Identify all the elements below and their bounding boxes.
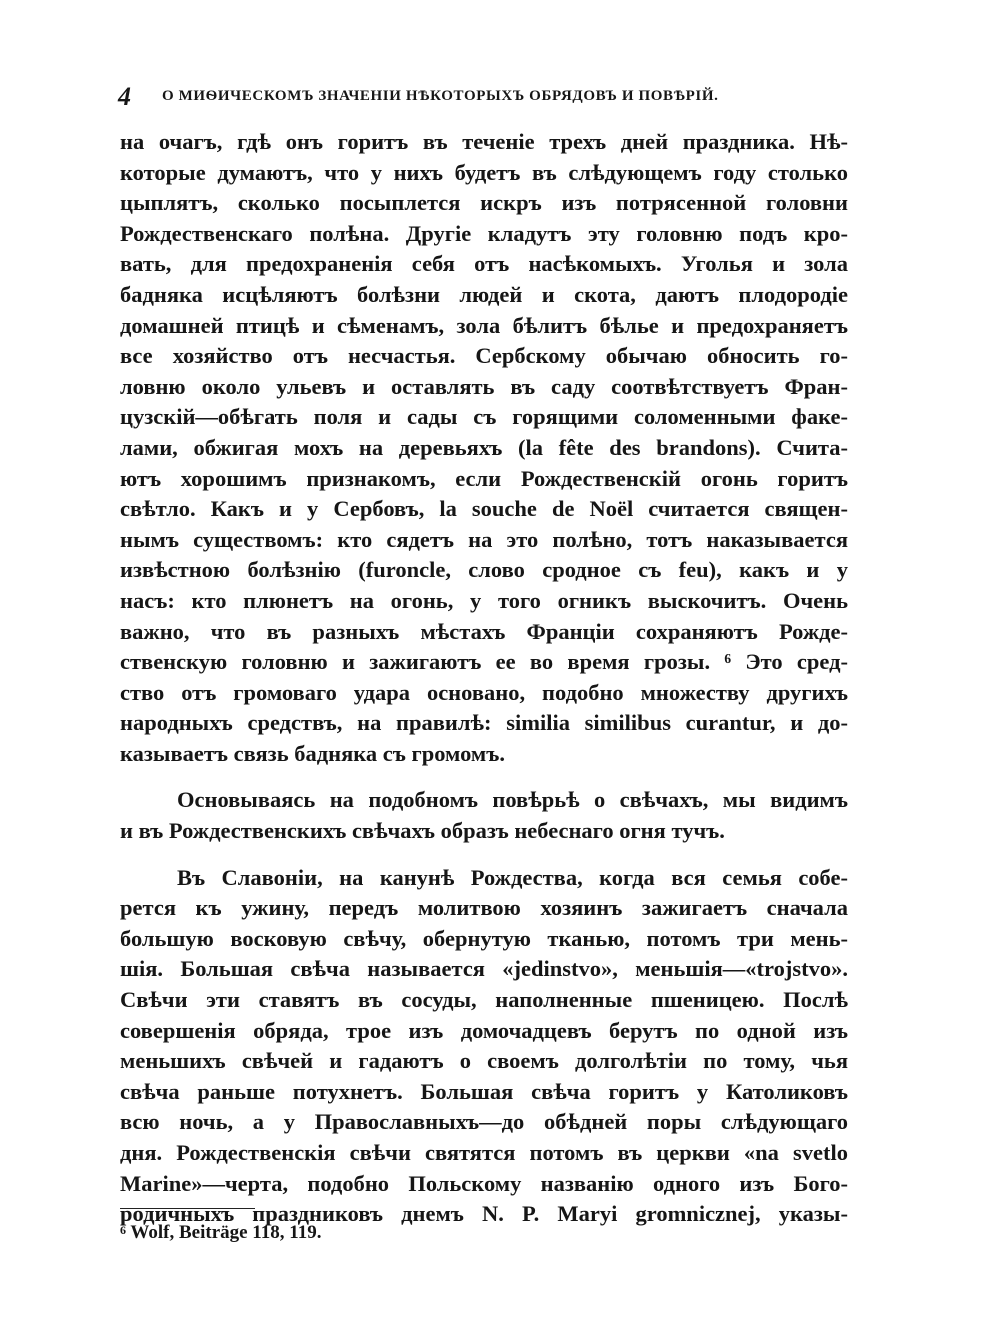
text-line: рется къ ужину, передъ молитвою хозяинъ зажигаетъ сначала [120,895,848,921]
text-line: извѣстною болѣзнію (furoncle, слово сродное съ feu), какъ и у [120,557,848,583]
text-line: дня. Рождественскія свѣчи святятся потомъ въ церкви «na svetlo [120,1140,848,1165]
footnote [120,1222,321,1244]
text-line: которые думаютъ, что у нихъ будетъ въ слѣдующемъ году столько [120,159,848,185]
text-line: на очагъ, гдѣ онъ горитъ въ теченіе трехъ дней праздника. Нѣ- [120,129,848,154]
text-line: важно, что въ разныхъ мѣстахъ Франціи сохраняютъ Рожде- [120,618,848,644]
text-line: свѣтло. Какъ и у Сербовъ, la souche de Noël считается священ- [120,496,848,522]
text-line: домашней птицѣ и сѣменамъ, зола бѣлитъ бѣлье и предохраняетъ [120,312,848,338]
text-line: лами, обжигая мохъ на деревьяхъ (la fête des brandons). Счита- [120,434,848,460]
footnote-divider [120,1208,255,1209]
body-text [120,127,848,1230]
text-line: Въ Славоніи, на канунѣ Рождества, когда вся семья собе- [177,864,848,890]
text-line: меньшихъ свѣчей и гадаютъ о своемъ долголѣтіи по тому, чья [120,1048,848,1074]
text-line: казываетъ связь бадняка съ громомъ. [120,740,505,766]
text-line: Свѣчи эти ставятъ въ сосуды, наполненные пшеницею. Послѣ [120,987,848,1013]
paragraph-2 [120,785,848,846]
text-line: бадняка исцѣляютъ болѣзни людей и скота, даютъ плодородіе [120,281,848,307]
text-line: цузскій—обѣгать поля и сады съ горящими соломенными факе- [120,404,848,430]
running-header [118,82,848,112]
text-line: нымъ существомъ: кто сядетъ на это полѣно, тотъ наказывается [120,526,848,552]
text-line: и въ Рождественскихъ свѣчахъ образъ небеснаго огня тучъ. [120,818,725,844]
paragraph-3 [120,863,848,1230]
text-line: ютъ хорошимъ признакомъ, если Рождественскій огонь горитъ [120,465,848,491]
page-number: 4 [118,82,132,111]
running-title: О МИѲИЧЕСКОМЪ ЗНАЧЕНІИ НѢКОТОРЫХЪ ОБРЯДОВЪ И ПОВѢРІЙ. [162,88,719,104]
paragraph-gap [120,769,848,785]
paragraph-gap [120,847,848,863]
text-line: всю ночь, а у Православныхъ—до обѣдней поры слѣдующаго [120,1109,848,1135]
text-line: шія. Большая свѣча называется «jedinstvo», меньшія—«trojstvo». [120,956,848,982]
text-line: родичныхъ праздниковъ днемъ N. P. Maryi gromnicznej, указы- [120,1201,848,1227]
text-line: свѣча раньше потухнетъ. Большая свѣча горитъ у Католиковъ [120,1078,848,1104]
text-line: совершенія обряда, трое изъ домочадцевъ берутъ по одной изъ [120,1017,848,1043]
paragraph-1 [120,127,848,769]
text-line: все хозяйство отъ несчастья. Сербскому обычаю обносить го- [120,343,848,369]
text-line: Marine»—черта, подобно Польскому названію одного изъ Бого- [120,1170,848,1196]
text-line: Основываясь на подобномъ повѣрьѣ о свѣчахъ, мы видимъ [177,787,848,813]
footnote-text: Wolf, Beiträge 118, 119. [130,1222,322,1243]
text-line: большую восковую свѣчу, обернутую тканью, потомъ три мень- [120,925,848,951]
text-line: цыплятъ, сколько посыплется искръ изъ потрясенной головни [120,190,848,216]
text-line: ственскую головню и зажигаютъ ее во время грозы. ⁶ Это сред- [120,649,848,675]
footnote-mark: 6 [120,1223,126,1237]
text-line: народныхъ средствъ, на правилѣ: similia similibus curantur, и до- [120,710,848,736]
text-line: вать, для предохраненія себя отъ насѣкомыхъ. Уголья и зола [120,251,848,277]
text-line: ство отъ громоваго удара основано, подобно множеству другихъ [120,679,848,705]
text-line: насъ: кто плюнетъ на огонь, у того огникъ выскочитъ. Очень [120,587,848,613]
text-line: ловню около ульевъ и оставлять въ саду соотвѣтствуетъ Фран- [120,373,848,399]
text-line: Рождественскаго полѣна. Другіе кладутъ эту головню подъ кро- [120,220,848,246]
